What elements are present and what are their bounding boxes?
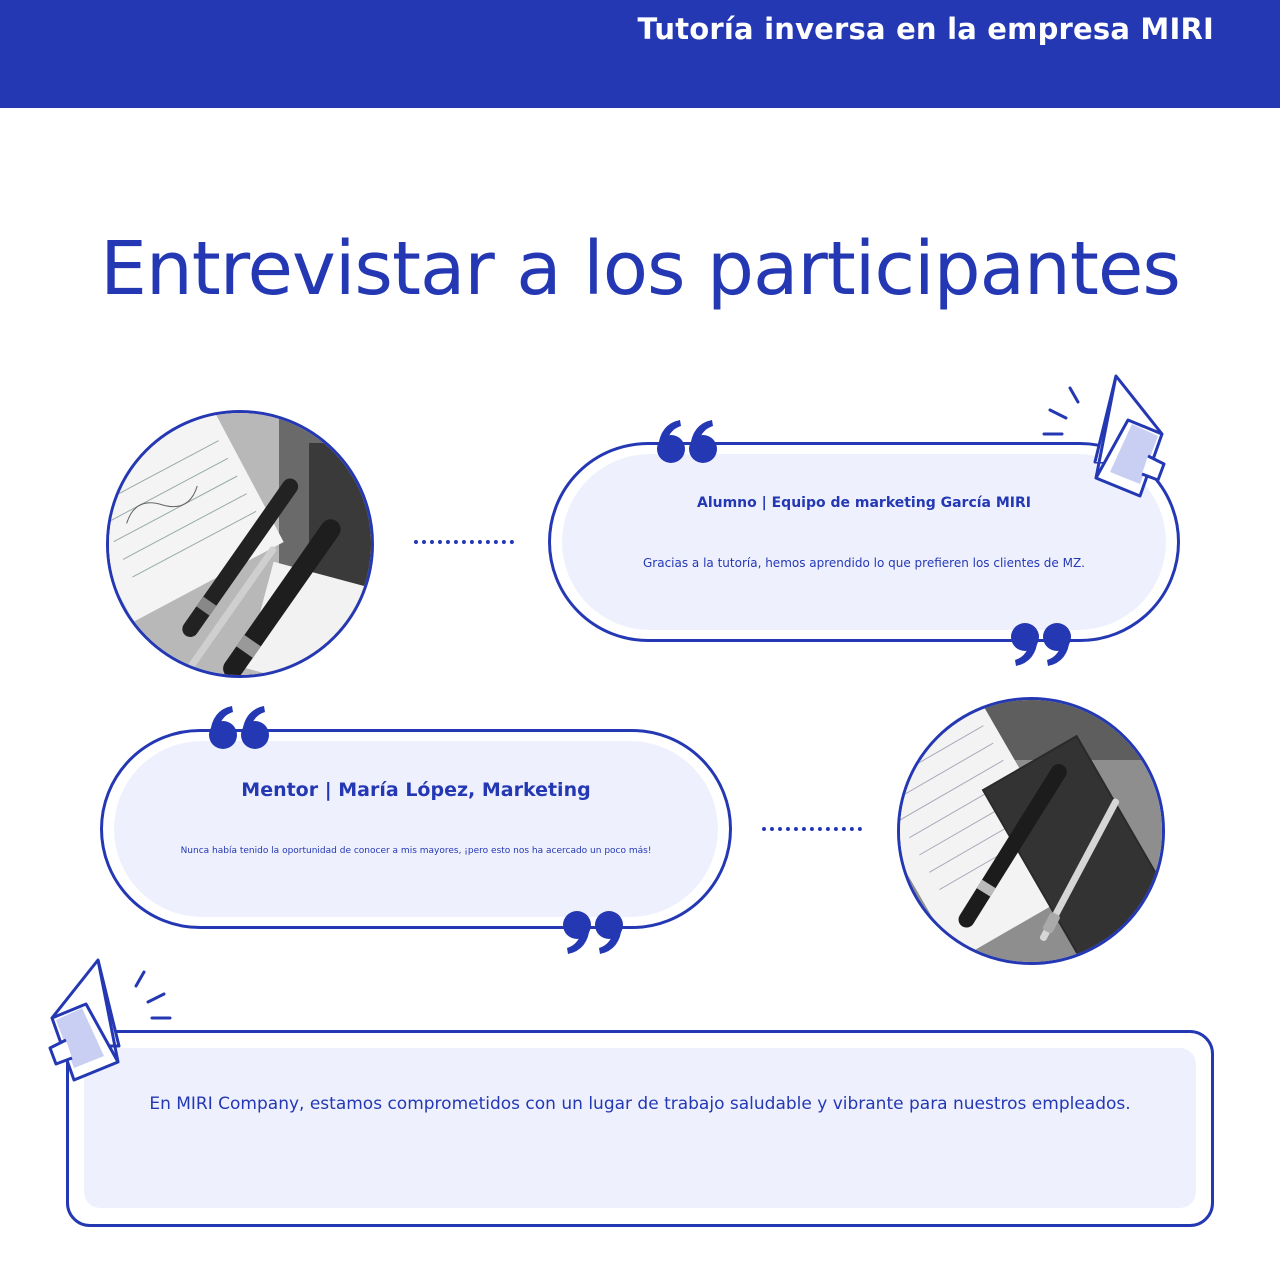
testimonial-1-label: Alumno | Equipo de marketing García MIRI (696, 495, 1031, 511)
quote-close-icon (1008, 622, 1074, 668)
photo-notebook-pens-1 (106, 410, 374, 678)
photo-notebook-pens-2 (897, 697, 1165, 965)
megaphone-icon (1040, 372, 1170, 502)
footer-box-fill (84, 1048, 1196, 1208)
header-title: Tutoría inversa en la empresa MIRI (637, 12, 1214, 46)
quote-open-icon (654, 418, 720, 464)
testimonial-1-quote: Gracias a la tutoría, hemos aprendido lo que prefieren los clientes de MZ. (642, 556, 1085, 570)
connector-dots-1 (414, 540, 514, 544)
quote-open-icon (206, 704, 272, 750)
page-title: Entrevistar a los participantes (100, 226, 1180, 312)
footer-text: En MIRI Company, estamos comprometidos con un lugar de trabajo saludable y vibrante para nuestros empleados. (149, 1094, 1131, 1114)
connector-dots-2 (762, 827, 862, 831)
testimonial-2-quote: Nunca había tenido la oportunidad de conocer a mis mayores, ¡pero esto nos ha acercado un poco más! (180, 846, 652, 856)
quote-close-icon (560, 910, 626, 956)
testimonial-bubble-2-fill (114, 741, 718, 917)
testimonial-2-label: Mentor | María López, Marketing (241, 779, 591, 801)
megaphone-icon (44, 956, 174, 1086)
